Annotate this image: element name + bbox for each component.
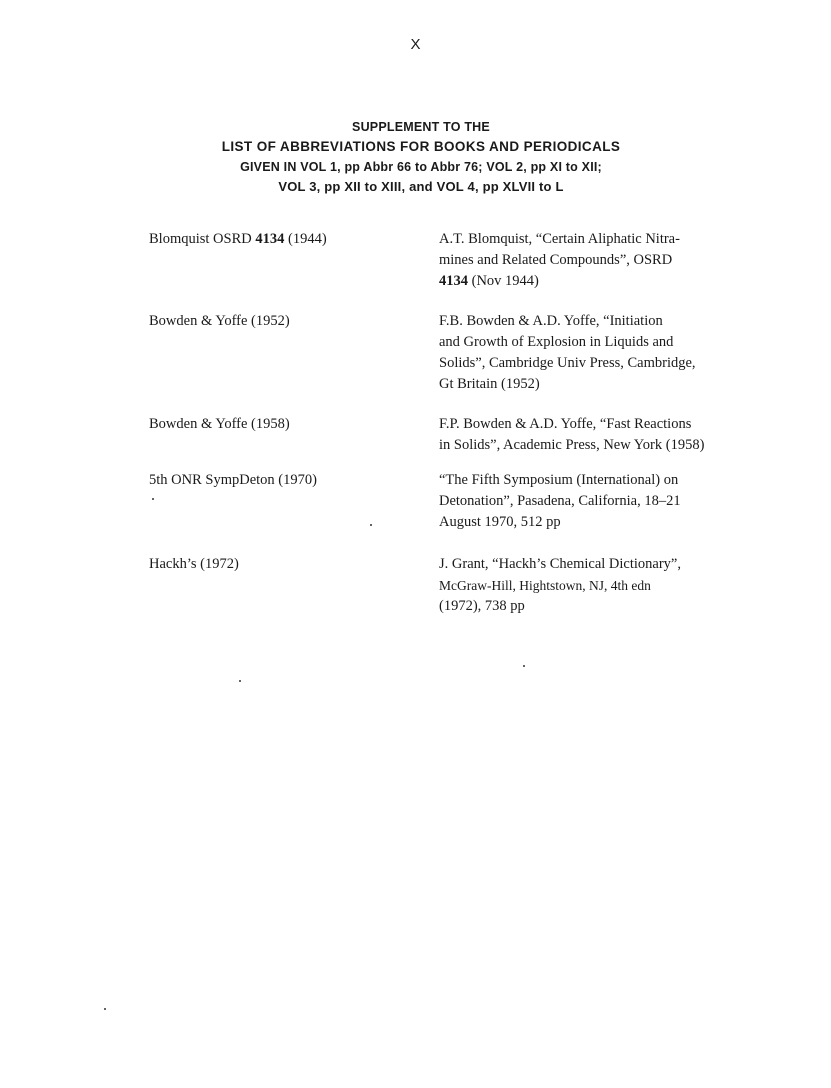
reference-line: Gt Britain (1952) (439, 376, 540, 392)
reference-line: and Growth of Explosion in Liquids and (439, 334, 674, 350)
heading-line-4: VOL 3, pp XII to XIII, and VOL 4, pp XLVII to L (278, 179, 564, 194)
abbreviation-reference (439, 414, 739, 470)
scan-speck (523, 665, 525, 667)
abbreviation-term: Hackh’s (1972) (149, 556, 239, 572)
reference-date: (Nov 1944) (468, 273, 539, 289)
abbreviation-term: 5th ONR SympDeton (1970) (149, 472, 317, 488)
abbreviation-term-number: 4134 (255, 231, 285, 247)
reference-line: Detonation”, Pasadena, California, 18–21 (439, 493, 681, 509)
abbreviation-term: Bowden & Yoffe (1952) (149, 313, 290, 329)
scan-speck (152, 498, 154, 500)
abbreviation-reference (439, 311, 739, 414)
heading-line-2: LIST OF ABBREVIATIONS FOR BOOKS AND PERIODICALS (221, 139, 621, 154)
abbreviation-entry (0, 311, 831, 414)
abbreviation-term (149, 229, 327, 250)
reference-line: mines and Related Compounds”, OSRD (439, 252, 673, 268)
heading-line-3: GIVEN IN VOL 1, pp Abbr 66 to Abbr 76; VOL 2, pp XI to XII; (240, 160, 602, 174)
abbreviation-entry (0, 229, 831, 311)
abbreviation-entry (0, 470, 831, 554)
reference-line: Solids”, Cambridge Univ Press, Cambridge, (439, 355, 696, 371)
reference-line: “The Fifth Symposium (International) on (439, 472, 679, 488)
reference-line: in Solids”, Academic Press, New York (1958) (439, 437, 705, 453)
reference-line: F.B. Bowden & A.D. Yoffe, “Initiation (439, 313, 663, 329)
reference-line: (1972), 738 pp (439, 598, 525, 614)
abbreviation-term-text: Blomquist OSRD (149, 231, 256, 247)
abbreviation-reference (439, 554, 739, 614)
abbreviation-reference (439, 470, 739, 554)
supplement-heading (0, 117, 831, 197)
abbreviation-entry (0, 554, 831, 614)
scan-speck (370, 524, 372, 526)
abbreviation-term: Bowden & Yoffe (1958) (149, 416, 290, 432)
reference-line: A.T. Blomquist, “Certain Aliphatic Nitra- (439, 231, 680, 247)
reference-report-number: 4134 (439, 273, 468, 289)
reference-line: August 1970, 512 pp (439, 514, 561, 530)
heading-line-1: SUPPLEMENT TO THE (352, 120, 490, 134)
reference-line (439, 271, 739, 292)
abbreviation-entry (0, 414, 831, 470)
reference-line: J. Grant, “Hackh’s Chemical Dictionary”, (439, 556, 681, 572)
abbreviation-term-year: (1944) (284, 231, 327, 247)
reference-line: McGraw-Hill, Hightstown, NJ, 4th edn (439, 578, 651, 593)
scan-speck (239, 680, 241, 682)
page-number: X (410, 36, 421, 53)
abbreviation-list (0, 229, 831, 614)
scan-speck (104, 1008, 106, 1010)
reference-line: F.P. Bowden & A.D. Yoffe, “Fast Reactions (439, 416, 692, 432)
abbreviation-reference (439, 229, 739, 311)
